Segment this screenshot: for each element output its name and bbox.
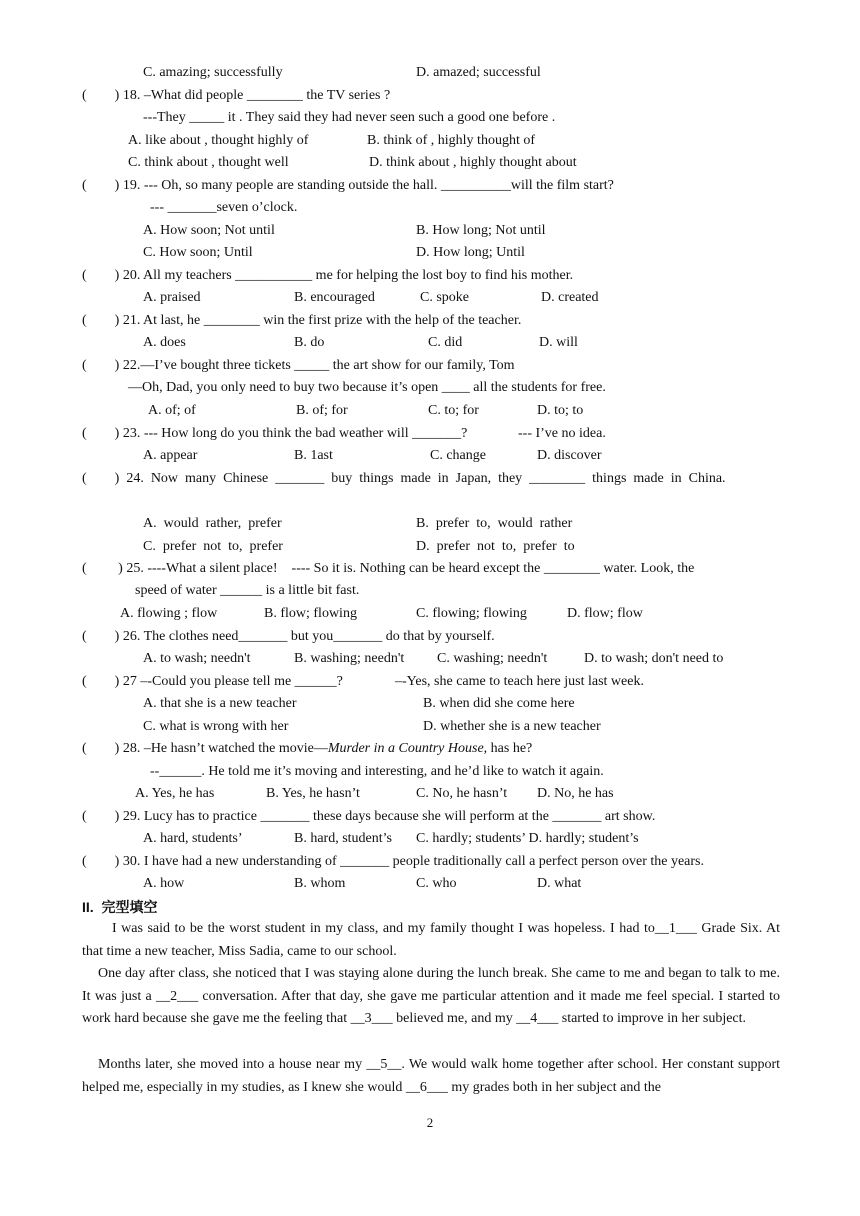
section-heading-cloze: II. 完型填空 [82,899,158,915]
q28-option-c: C. No, he hasn’t [416,786,508,801]
q29-option-cd: C. hardly; students’ D. hardly; student’s [416,831,639,846]
q20-option-b: B. encouraged [294,290,375,305]
q28-stem [82,740,532,758]
q28-option-d: D. No, he has [537,786,614,801]
q23-option-a: A. appear [143,448,198,463]
q21-stem: ( ) 21. At last, he ________ win the first prize with the help of the teacher. [82,313,522,328]
q18-stem: ( ) 18. –What did people ________ the TV series ? [82,88,391,103]
q20-option-d: D. created [541,290,599,305]
q28-movie-title: Murder in a Country House, [327,741,488,756]
q18-option-a: A. like about , thought highly of [128,133,309,148]
q25-option-c: C. flowing; flowing [416,606,527,621]
q26-option-d: D. to wash; don't need to [584,651,724,666]
q19-stem: ( ) 19. --- Oh, so many people are standing outside the hall. __________will the film start? [82,178,614,193]
q30-option-c: C. who [416,876,457,891]
q19-option-b: B. How long; Not until [416,223,546,238]
q27-reply: –-Yes, she came to teach here just last week. [395,674,644,689]
q22-option-d: D. to; to [537,403,584,418]
q18-stem-2: ---They _____ it . They said they had never seen such a good one before . [143,110,556,125]
q23-reply: --- I’ve no idea. [518,426,606,441]
q28-option-b: B. Yes, he hasn’t [266,786,360,801]
q21-option-c: C. did [428,335,463,350]
q24-option-a: A. would rather, prefer [143,516,282,531]
q18-option-b: B. think of , highly thought of [367,133,535,148]
q19-option-d: D. How long; Until [416,245,525,260]
q19-option-c: C. How soon; Until [143,245,253,260]
q27-option-a: A. that she is a new teacher [143,696,297,711]
cloze-paragraph-2: One day after class, she noticed that I was staying alone during the lunch break. She came to me and began to talk to me. It was just a __2___ conversation. After that day, she gave me particular attention and it made me feel special. I started to work hard because she gave me the feeling that __3___ believed me, and my __4___ started to improve in her subject. [82,966,780,1026]
page-number: 2 [426,1115,434,1130]
q30-option-d: D. what [537,876,582,891]
q22-option-b: B. of; for [296,403,348,418]
q23-stem: ( ) 23. --- How long do you think the bad weather will _______? [82,426,468,441]
q23-option-c: C. change [430,448,486,463]
q22-option-c: C. to; for [428,403,479,418]
q26-option-b: B. washing; needn't [294,651,405,666]
q17-option-c: C. amazing; successfully [143,65,283,80]
cloze-paragraph-1: I was said to be the worst student in my class, and my family thought I was hopeless. I had to__1___ Grade Six. At that time a new teacher, Miss Sadia, came to our school. [82,921,780,959]
q30-stem: ( ) 30. I have had a new understanding of _______ people traditionally call a perfect person over the years. [82,854,705,869]
q27-option-c: C. what is wrong with her [143,719,289,734]
q21-option-b: B. do [294,335,325,350]
q27-option-d: D. whether she is a new teacher [423,719,601,734]
q27-option-b: B. when did she come here [423,696,575,711]
q29-stem: ( ) 29. Lucy has to practice _______ these days because she will perform at the _______ art show. [82,809,656,824]
q20-option-c: C. spoke [420,290,469,305]
q23-option-d: D. discover [537,448,602,463]
q30-option-b: B. whom [294,876,346,891]
q24-option-d: D. prefer not to, prefer to [416,539,575,554]
q22-option-a: A. of; of [148,403,196,418]
q28-option-a: A. Yes, he has [135,786,215,801]
q28-stem-text: ( ) 28. –He hasn’t watched the movie— [82,741,328,756]
q30-option-a: A. how [143,876,185,891]
q22-stem-2: —Oh, Dad, you only need to buy two because it’s open ____ all the students for free. [128,380,606,395]
q17-option-d: D. amazed; successful [416,65,541,80]
q21-option-d: D. will [539,335,578,350]
cloze-paragraph-3: Months later, she moved into a house near my __5__. We would walk home together after school. Her constant support helped me, especially in my studies, as I knew she would __6___ my grades both in her subject and the [82,1057,780,1095]
q22-stem: ( ) 22.—I’ve bought three tickets _____ the art show for our family, Tom [82,358,515,373]
q26-stem: ( ) 26. The clothes need_______ but you_______ do that by yourself. [82,629,495,644]
q29-option-a: A. hard, students’ [143,831,243,846]
q18-option-d: D. think about , highly thought about [369,155,577,170]
q26-option-c: C. washing; needn't [437,651,548,666]
q25-option-a: A. flowing ; flow [120,606,218,621]
q20-stem: ( ) 20. All my teachers ___________ me for helping the lost boy to find his mother. [82,268,574,283]
q25-stem-2: speed of water ______ is a little bit fast. [135,583,360,598]
q28-reply: --______. He told me it’s moving and interesting, and he’d like to watch it again. [150,764,604,779]
q24-option-c: C. prefer not to, prefer [143,539,283,554]
q25-stem: ( ) 25. ----What a silent place! ---- So it is. Nothing can be heard except the ________ water. Look, the [82,561,695,576]
q18-option-c: C. think about , thought well [128,155,289,170]
q23-option-b: B. 1ast [294,448,333,463]
q28-stem-tail: has he? [487,741,533,756]
q24-stem: ( ) 24. Now many Chinese _______ buy things made in Japan, they ________ things made in China. [82,471,726,486]
q20-option-a: A. praised [143,290,201,305]
q25-option-b: B. flow; flowing [264,606,357,621]
q27-stem: ( ) 27 –-Could you please tell me ______? [82,674,343,689]
q24-option-b: B. prefer to, would rather [416,516,573,531]
q19-option-a: A. How soon; Not until [143,223,275,238]
q21-option-a: A. does [143,335,186,350]
q26-option-a: A. to wash; needn't [143,651,251,666]
q19-stem-2: --- _______seven o’clock. [150,200,298,215]
q25-option-d: D. flow; flow [567,606,643,621]
q29-option-b: B. hard, student’s [294,831,392,846]
